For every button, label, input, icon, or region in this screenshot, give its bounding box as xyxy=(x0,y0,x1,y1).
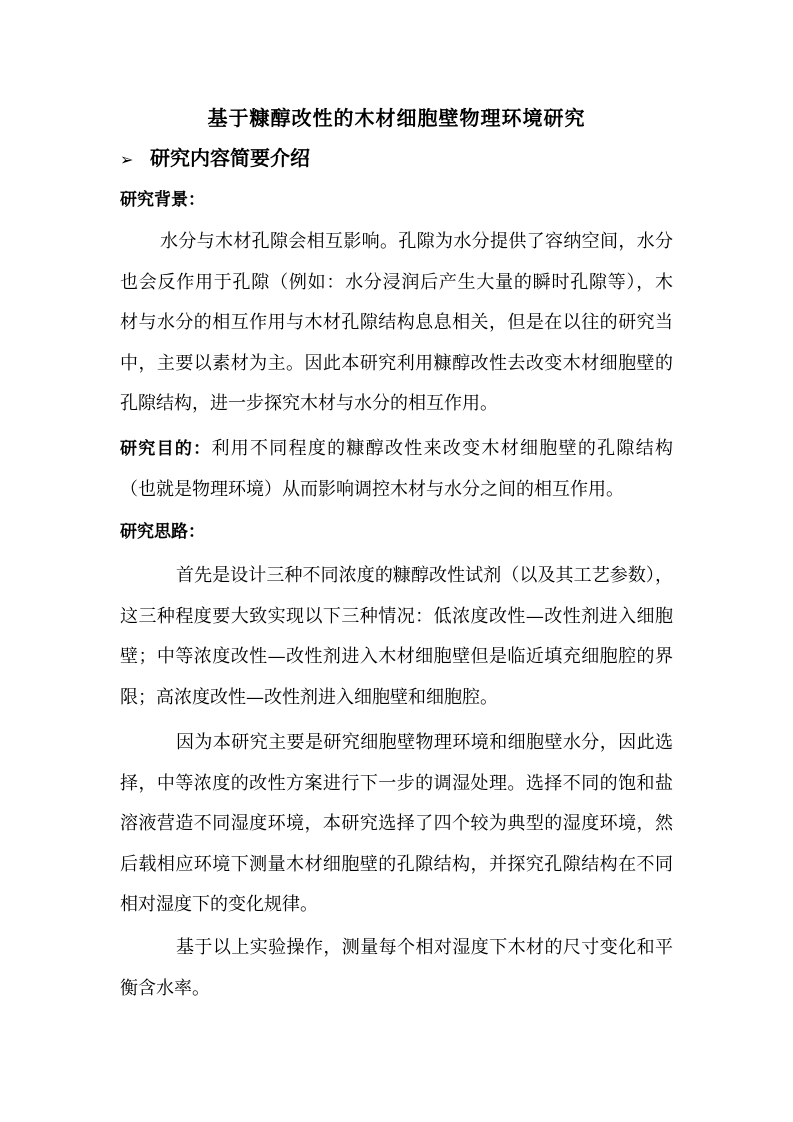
approach-paragraph-1 xyxy=(120,556,673,718)
paragraph-line: 孔隙结构，进一步探究木材与水分的相互作用。 xyxy=(120,393,498,415)
section-heading xyxy=(120,138,310,178)
paragraph-line: 基于以上实验操作，测量每个相对湿度下木材的尺寸变化和平 xyxy=(176,937,673,958)
paragraph-line: （也就是物理环境）从而影响调控木材与水分之间的相互作用。 xyxy=(120,478,624,500)
approach-label: 研究思路： xyxy=(120,522,205,542)
purpose-text: 利用不同程度的糠醇改性来改变木材细胞壁的孔隙结构 xyxy=(211,438,674,459)
paragraph-line: 材与水分的相互作用与木材孔隙结构息息相关，但是在以往的研究当 xyxy=(120,312,673,334)
paragraph-line xyxy=(120,429,673,470)
background-label: 研究背景： xyxy=(120,190,205,210)
purpose-label: 研究目的： xyxy=(120,439,212,459)
approach-paragraph-2 xyxy=(120,723,673,926)
paragraph-line: 衡含水率。 xyxy=(120,977,210,999)
paragraph-line: 中，主要以素材为主。因此本研究利用糠醇改性去改变木材细胞壁的 xyxy=(120,352,673,374)
background-paragraph xyxy=(120,222,673,425)
paragraph-line: 因为本研究主要是研究细胞壁物理环境和细胞壁水分，因此选 xyxy=(176,732,673,753)
arrow-bullet-icon: ➢ xyxy=(120,150,134,169)
document-title: 基于糠醇改性的木材细胞壁物理环境研究 xyxy=(207,106,586,130)
paragraph-line: 择，中等浓度的改性方案进行下一步的调湿处理。选择不同的饱和盐 xyxy=(120,772,673,794)
paragraph-line: 水分与木材孔隙会相互影响。孔隙为水分提供了容纳空间，水分 xyxy=(160,231,673,252)
paragraph-line: 也会反作用于孔隙（例如：水分浸润后产生大量的瞬时孔隙等），木 xyxy=(120,271,673,293)
approach-paragraph-3 xyxy=(120,928,673,1009)
paragraph-line: 壁；中等浓度改性—改性剂进入木材细胞壁但是临近填充细胞腔的界 xyxy=(120,646,673,668)
paragraph-line: 限；高浓度改性—改性剂进入细胞壁和细胞腔。 xyxy=(120,686,498,708)
purpose-paragraph xyxy=(120,429,673,510)
paragraph-line: 这三种程度要大致实现以下三种情况：低浓度改性—改性剂进入细胞 xyxy=(120,605,673,627)
paragraph-line: 后载相应环境下测量木材细胞壁的孔隙结构，并探究孔隙结构在不同 xyxy=(120,853,673,875)
paragraph-line: 溶液营造不同湿度环境，本研究选择了四个较为典型的湿度环境，然 xyxy=(120,813,673,835)
paragraph-line: 相对湿度下的变化规律。 xyxy=(120,894,318,916)
section-heading-text: 研究内容简要介绍 xyxy=(150,146,310,170)
paragraph-line: 首先是设计三种不同浓度的糠醇改性试剂（以及其工艺参数）， xyxy=(176,565,673,586)
